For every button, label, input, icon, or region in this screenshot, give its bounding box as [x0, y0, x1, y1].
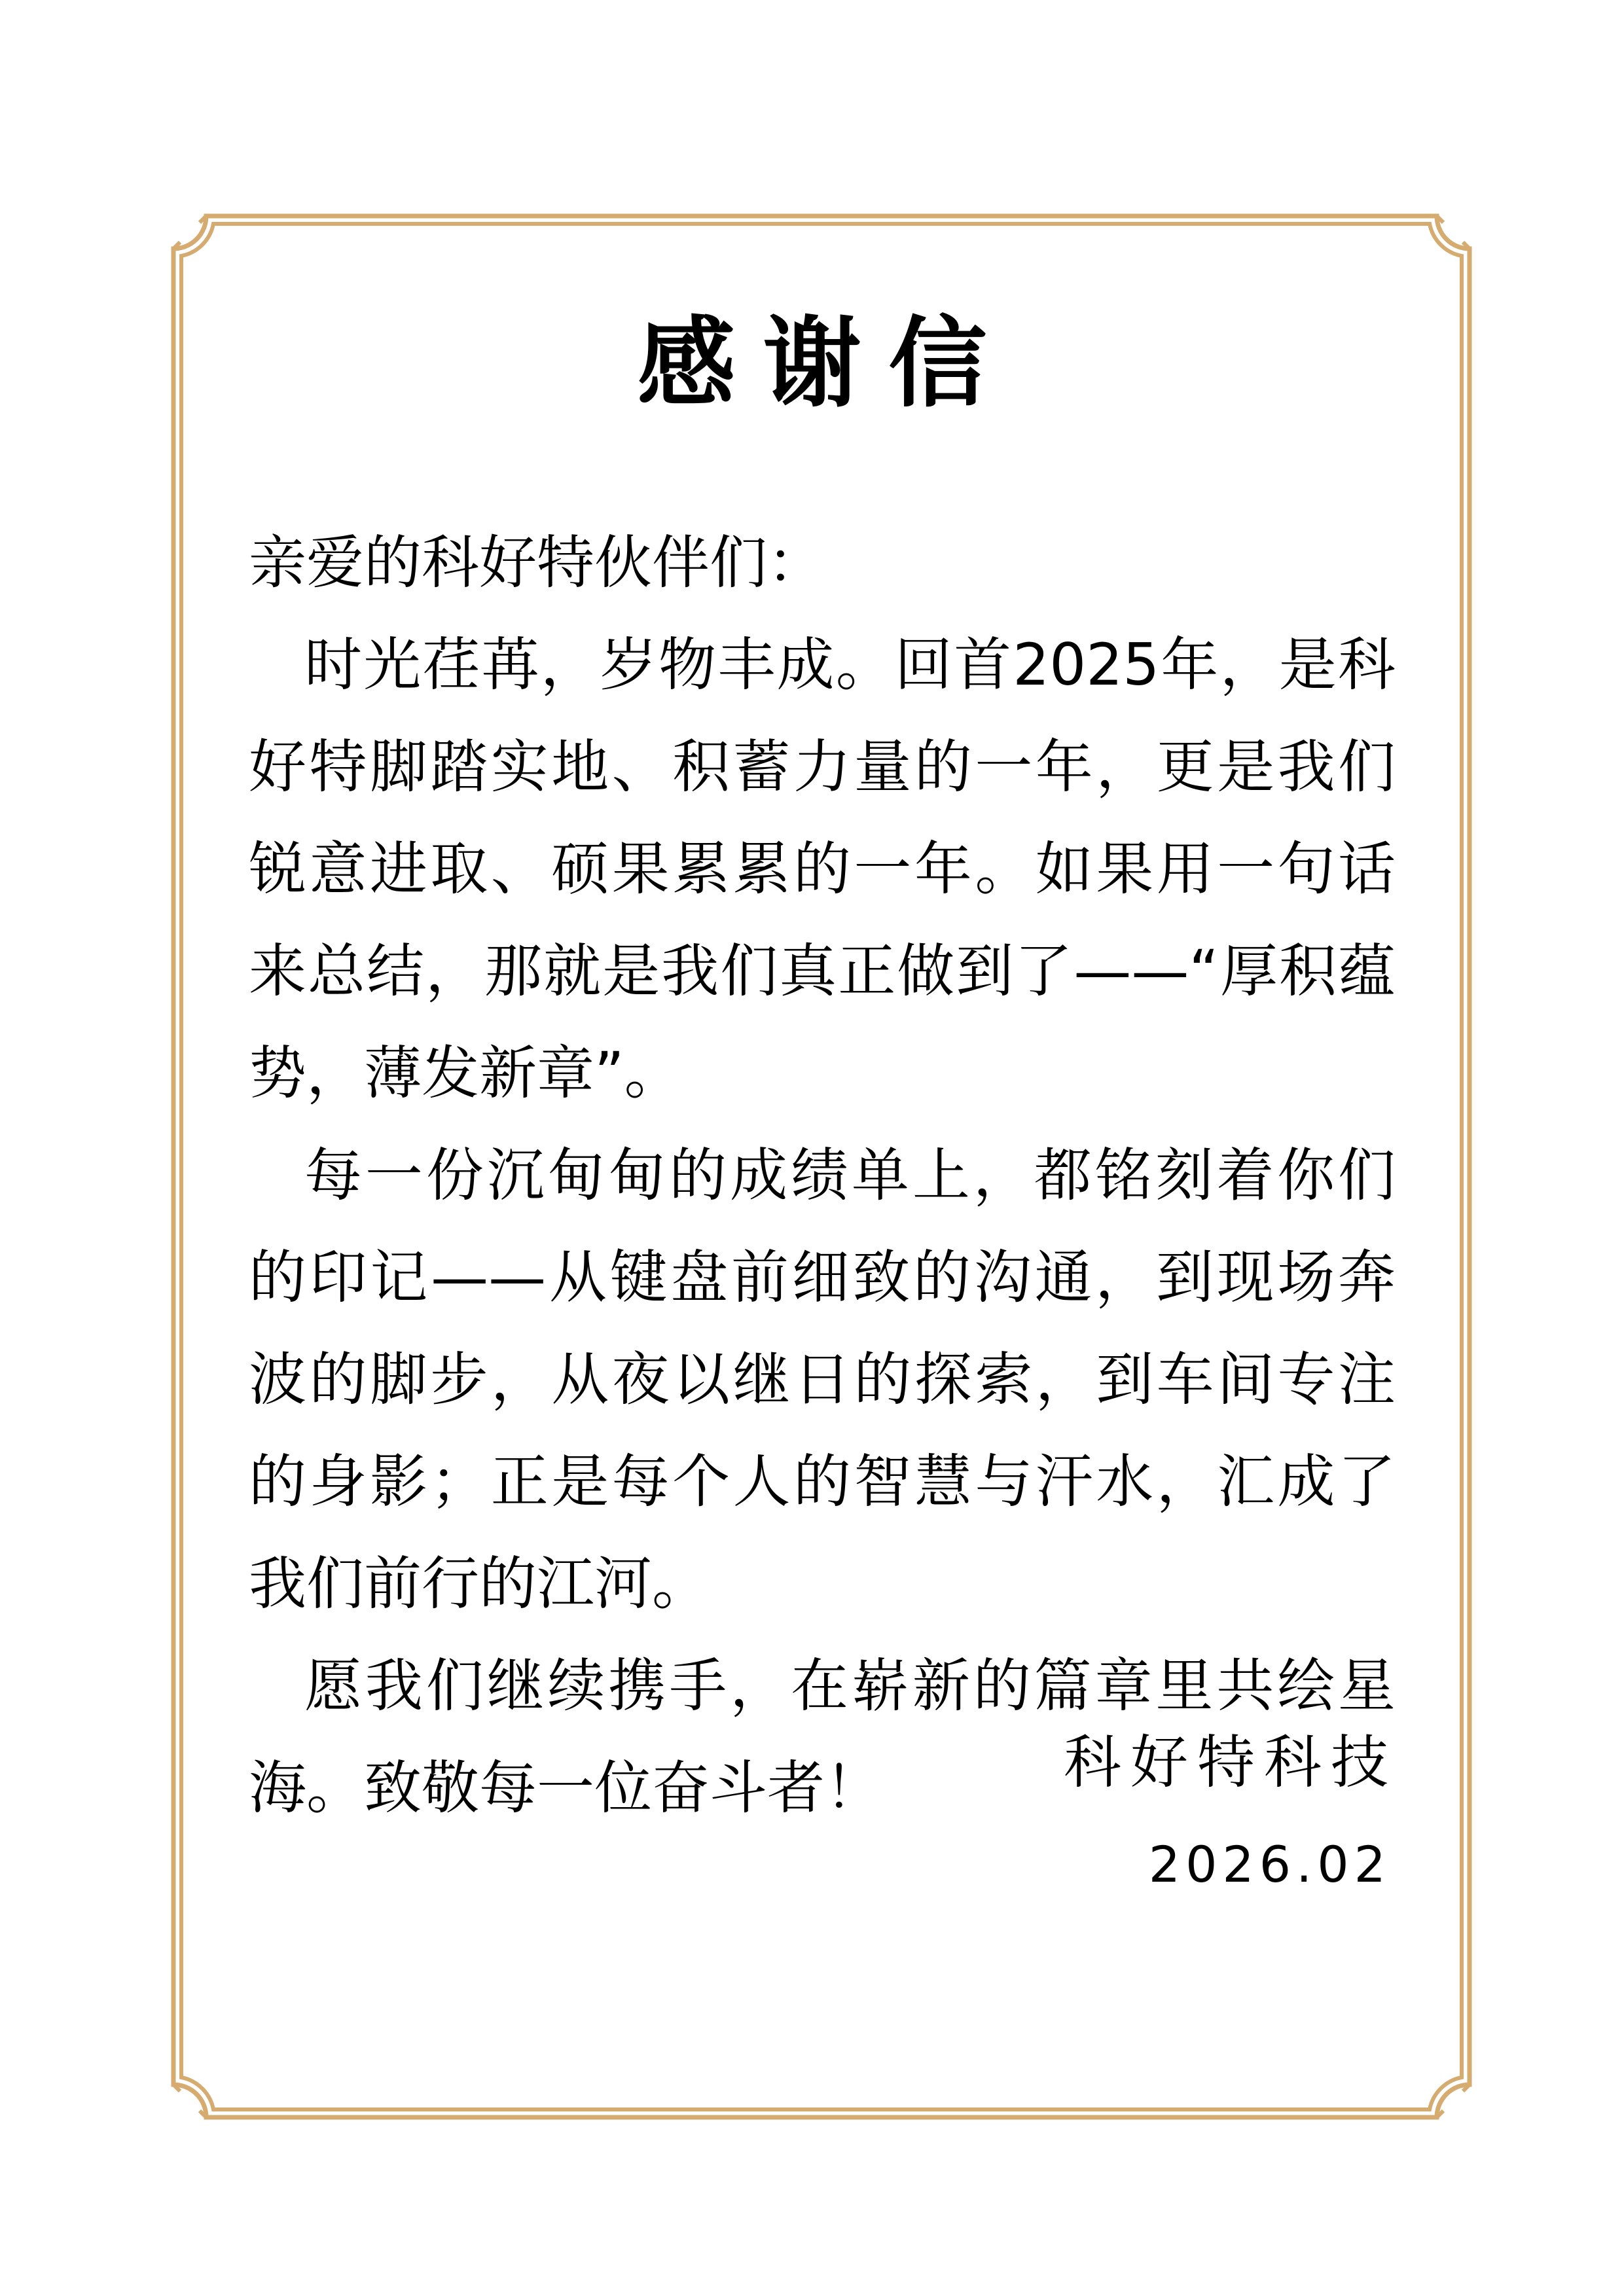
greeting-line: 亲爱的科好特伙伴们：: [249, 529, 825, 596]
paragraph-2: 每一份沉甸甸的成绩单上，都铭刻着你们的印记——从键盘前细致的沟通，到现场奔波的脚步，从夜以继日的探索，到车间专注的身影；正是每个人的智慧与汗水，汇成了我们前行的江河。: [249, 1141, 1396, 1617]
letter-body: [249, 512, 1396, 1839]
paragraph-1: 时光荏苒，岁物丰成。回首2025年，是科好特脚踏实地、积蓄力量的一年，更是我们锐意进取、硕果累累的一年。如果用一句话来总结，那就是我们真正做到了——“厚积蕴势，薄发新章”。: [249, 631, 1396, 1107]
signature-name: 科好特科技: [1063, 1729, 1398, 1796]
letter-title: 感谢信: [637, 306, 1015, 421]
signature-block: [1064, 1712, 1398, 1916]
signature-date: 2026.02: [1148, 1835, 1391, 1893]
paragraph-3: 愿我们继续携手，在崭新的篇章里共绘星海。致敬每一位奋斗者！: [249, 1652, 1396, 1821]
